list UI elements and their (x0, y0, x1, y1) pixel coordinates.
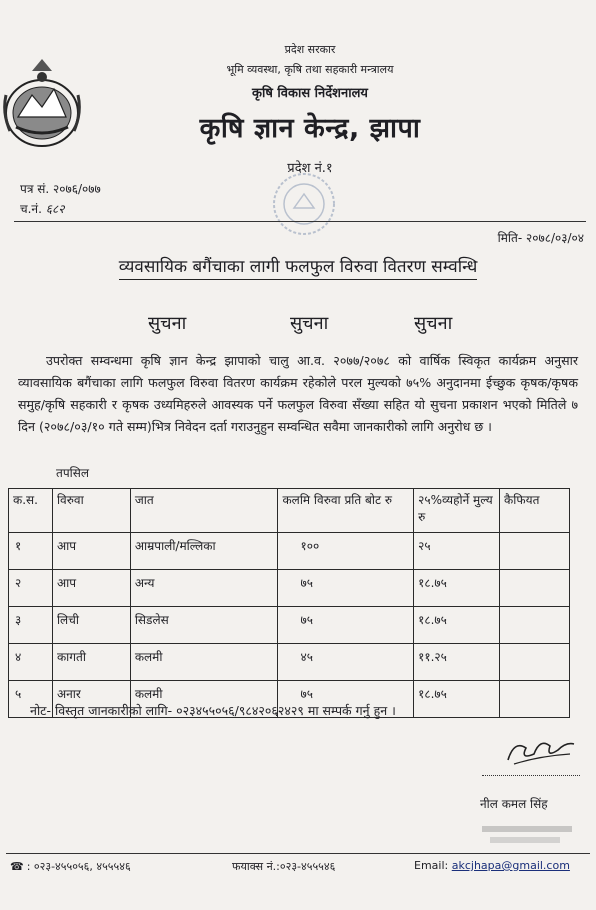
col-header-price-per-plant: कलमि विरुवा प्रति बोट रु (278, 489, 414, 533)
col-header-seedling: विरुवा (52, 489, 130, 533)
seedling-rate-table (8, 488, 570, 718)
office-stamp-icon (268, 168, 340, 240)
contact-note: नोट- विस्तृत जानकारीको लागि- ०२३४५५०५६/९८४२०६२४२९ मा सम्पर्क गर्नु हुन । (30, 703, 396, 718)
cell-remarks (500, 570, 570, 607)
office-title: कृषि ज्ञान केन्द्र, झापा (199, 113, 421, 144)
cell-remarks (500, 681, 570, 718)
cell-seedling: कागती (52, 644, 130, 681)
phone-icon: ☎ (10, 860, 24, 873)
col-header-remarks: कैफियत (500, 489, 570, 533)
government-emblem-icon (2, 55, 82, 151)
cell-seedling: लिची (52, 607, 130, 644)
table-row (9, 533, 570, 570)
email-link[interactable]: akcjhapa@gmail.com (451, 859, 570, 872)
cell-price: ७५ (278, 681, 414, 718)
cell-price: ७५ (278, 570, 414, 607)
signature-line (482, 775, 580, 776)
cell-serial: ५ (9, 681, 53, 718)
notice-word-1: सुचना (148, 313, 187, 334)
letter-number-label: पत्र सं. (20, 182, 50, 196)
header-divider (14, 221, 586, 222)
cell-seedling: आप (52, 533, 130, 570)
header-line-province-government: प्रदेश सरकार (284, 43, 336, 56)
cell-serial: १ (9, 533, 53, 570)
phone-number: : ०२३-४५५०५६, ४५५५४६ (26, 860, 131, 873)
cell-variety: कलमी (130, 644, 278, 681)
footer-email (414, 859, 570, 872)
dispatch-number-value: ६८२ (45, 202, 65, 216)
table-header-row (9, 489, 570, 533)
cell-variety: आम्रपाली/मल्लिका (130, 533, 278, 570)
table-title: तपसिल (56, 466, 90, 480)
cell-remarks (500, 607, 570, 644)
subject-line (0, 254, 596, 277)
col-header-farmer-share: २५%व्यहोर्ने मुल्य रु (414, 489, 500, 533)
footer-fax: फयाक्स नं.:०२३-४५५५४६ (232, 860, 336, 873)
col-header-variety: जात (130, 489, 278, 533)
notice-body: उपरोक्त सम्वन्धमा कृषि ज्ञान केन्द्र झापाको चालु आ.व. २०७७/२०७८ को वार्षिक स्विकृत कार्यक्रम अनुसार व्यावसायिक बगैंचाका लागि फलफुल विरुवा वितरण कार्यक्रम रहेकोले परल मुल्यको ७५% अनुदानमा ईच्छुक कृषक/कृषक समुह/कृषि सहकारी र कृषक उध्यमिहरुले आवस्यक पर्ने फलफुल विरुवा सँख्या सहित यो सुचना प्रकाशन भएको मितिले ७ दिन (२०७८/०३/१० गते सम्म)भित्र निवेदन दर्ता गराउनुहुन सम्वन्धित सवैमा जानकारीको लागि अनुरोध छ । (18, 353, 578, 434)
cell-share: १८.७५ (414, 570, 500, 607)
cell-seedling: अनार (52, 681, 130, 718)
cell-price: ७५ (278, 607, 414, 644)
cell-price: १०० (278, 533, 414, 570)
cell-share: ११.२५ (414, 644, 500, 681)
header-line-ministry: भूमि व्यवस्था, कृषि तथा सहकारी मन्त्रालय (226, 63, 394, 76)
header-line-directorate: कृषि विकास निर्देशनालय (252, 86, 368, 101)
designation-stamp-icon (480, 822, 580, 848)
cell-share: १८.७५ (414, 681, 500, 718)
cell-price: ४५ (278, 644, 414, 681)
cell-seedling: आप (52, 570, 130, 607)
email-label: Email: (414, 859, 449, 872)
signatory-name: नील कमल सिंह (480, 797, 548, 811)
notice-word-3: सुचना (414, 313, 453, 334)
letter-number-value: २०७६/०७७ (53, 182, 101, 196)
notice-date: मिति- २०७८/०३/०४ (497, 231, 584, 245)
footer-divider (6, 853, 590, 854)
cell-serial: ४ (9, 644, 53, 681)
cell-share: १८.७५ (414, 607, 500, 644)
subject-text: व्यवसायिक बगैंचाका लागी फलफुल विरुवा वितरण सम्वन्धि (119, 257, 478, 280)
col-header-serial: क.स. (9, 489, 53, 533)
letter-number (20, 180, 101, 197)
table-row (9, 607, 570, 644)
cell-remarks (500, 644, 570, 681)
notice-word-2: सुचना (290, 313, 329, 334)
cell-serial: ३ (9, 607, 53, 644)
cell-remarks (500, 533, 570, 570)
cell-share: २५ (414, 533, 500, 570)
table-row (9, 644, 570, 681)
signature-icon (500, 730, 580, 770)
cell-serial: २ (9, 570, 53, 607)
province-number: प्रदेश नं.१ (287, 161, 333, 176)
dispatch-number-label: च.नं. (20, 202, 42, 216)
cell-variety: अन्य (130, 570, 278, 607)
footer-phone (10, 859, 131, 874)
cell-variety: सिडलेस (130, 607, 278, 644)
dispatch-number (20, 200, 64, 217)
cell-variety: कलमी (130, 681, 278, 718)
table-row (9, 570, 570, 607)
